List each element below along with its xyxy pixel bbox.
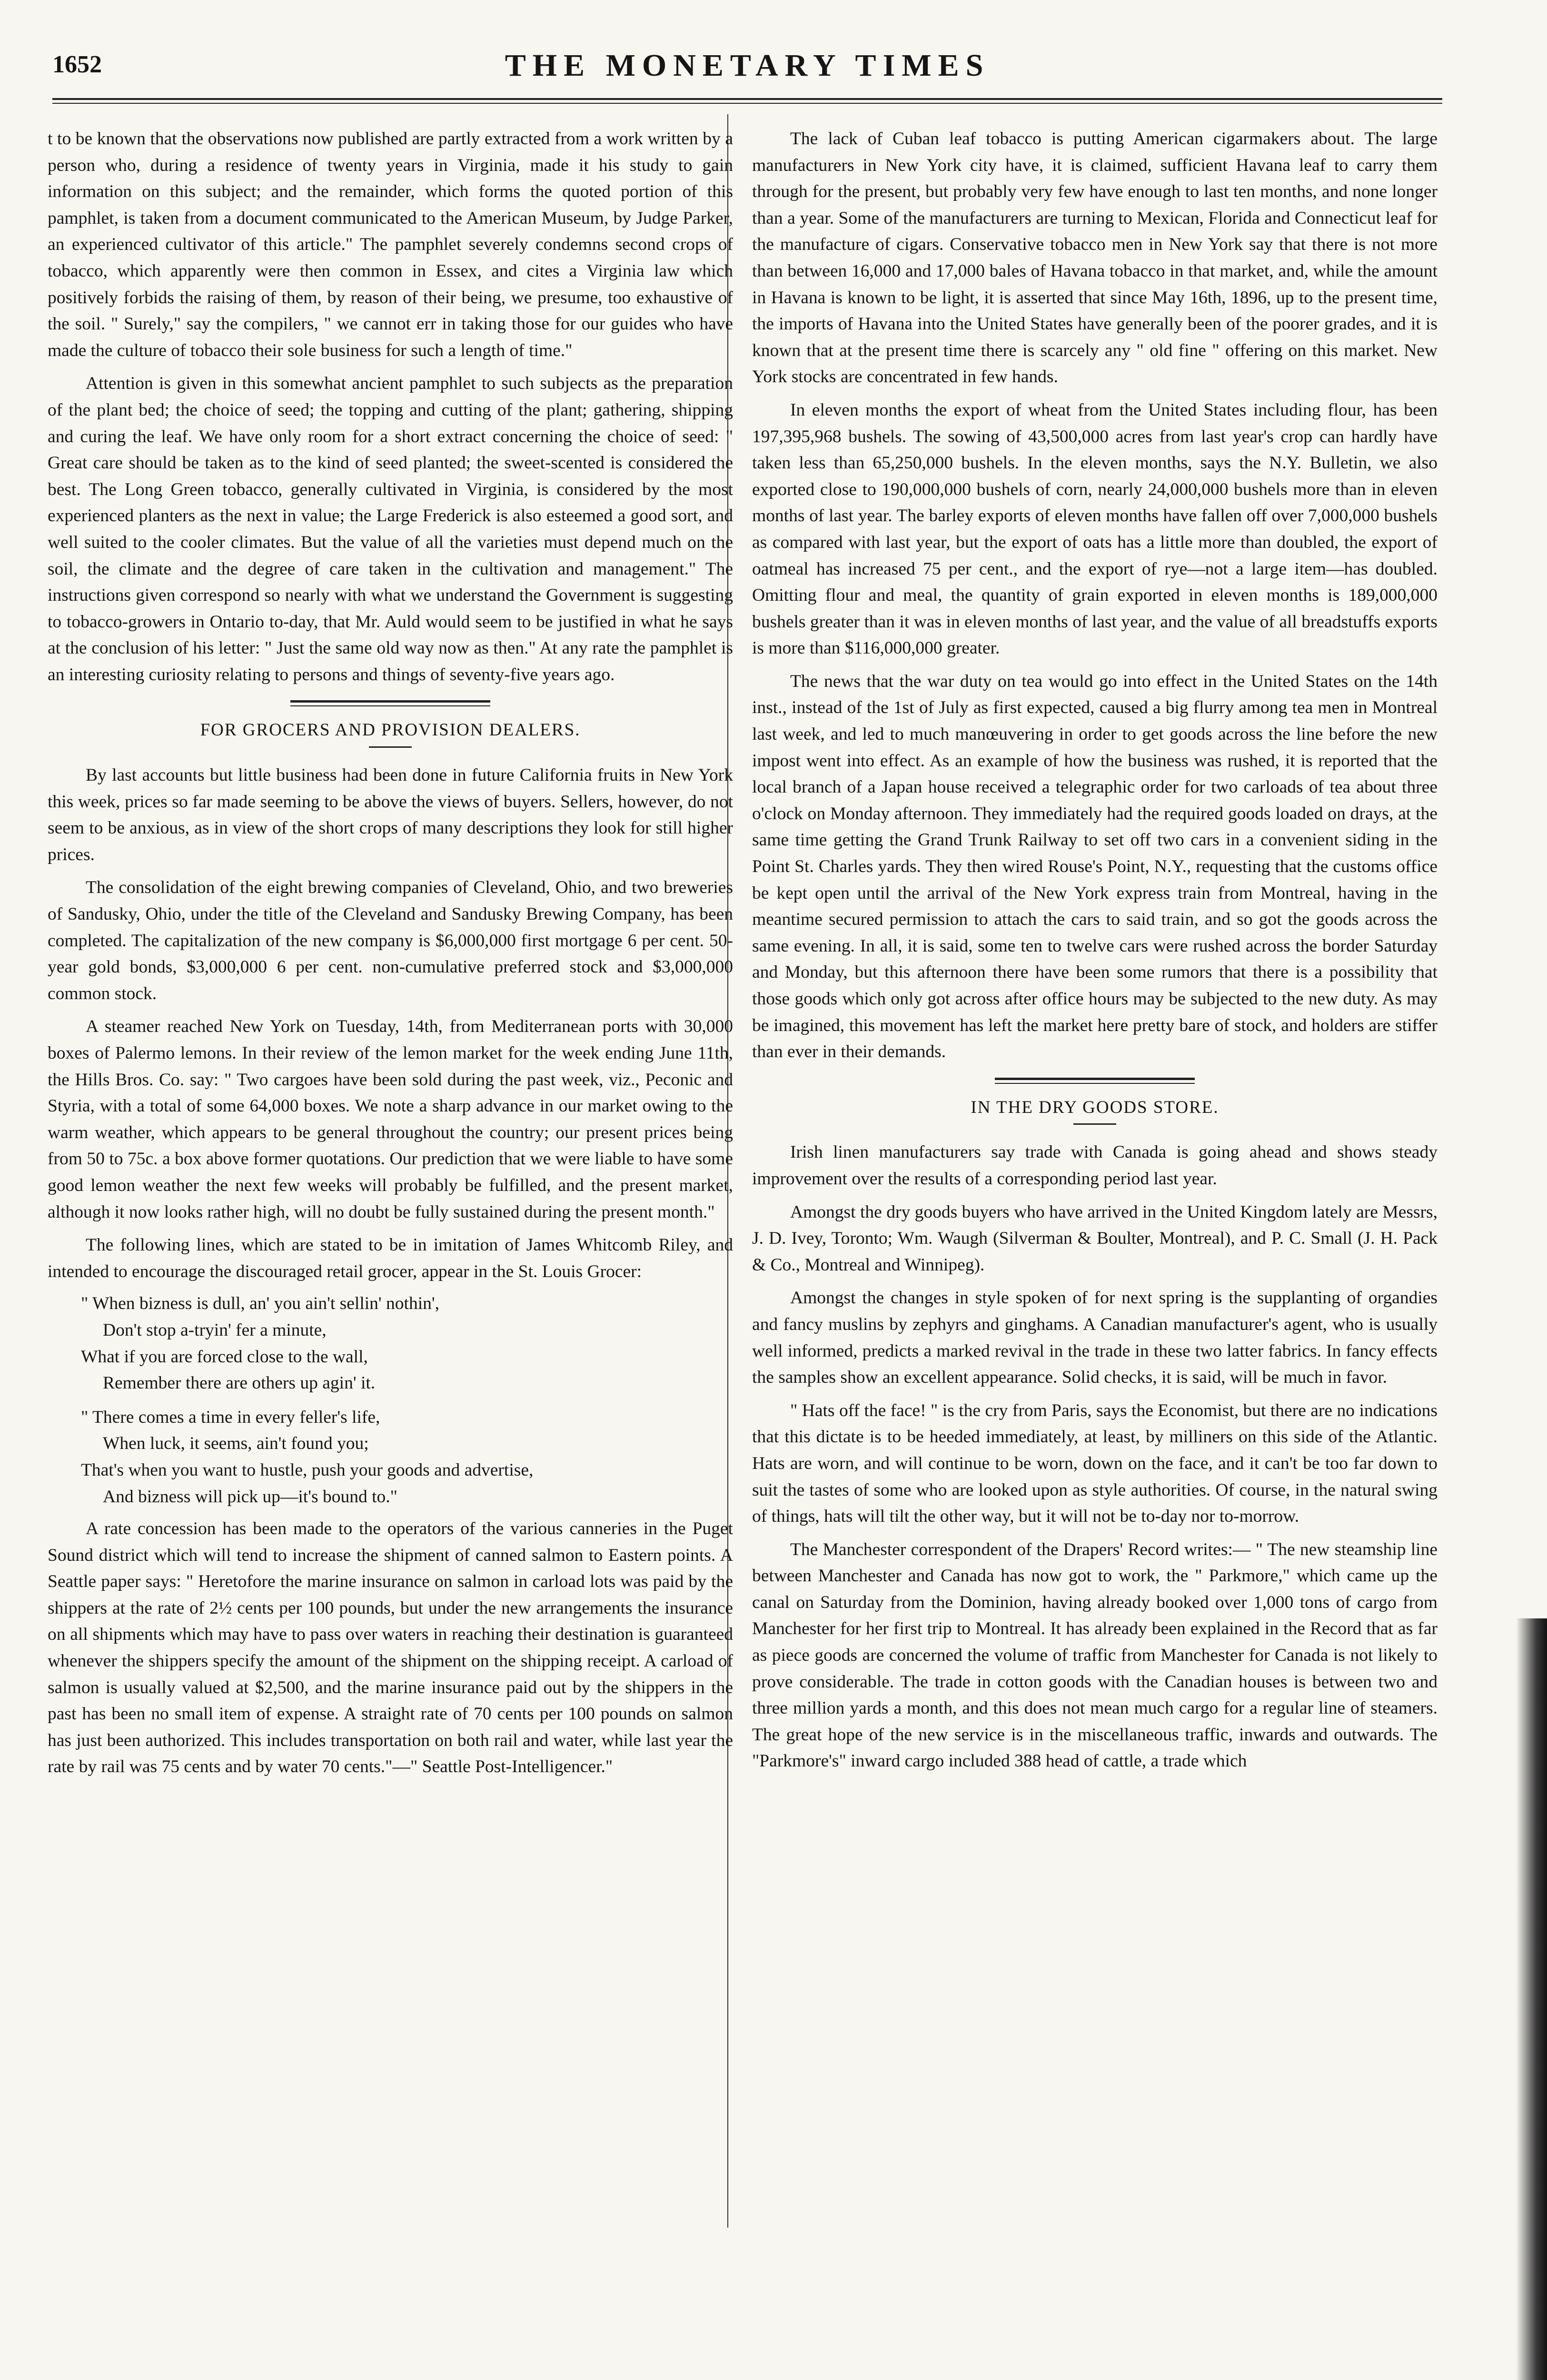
right-column [752,126,1438,1775]
article-paragraph: A rate concession has been made to the operators of the various canneries in the Puget Sound district which will tend to increase the shipment of canned salmon to Eastern points. A Seattle paper says: " Heretofore the marine insurance on salmon in carload lots was paid by the shippers at the rate of 2½ cents per 100 pounds, but under the new arrangements the insurance on all shipments which may have to pass over waters in reaching their destination is guaranteed whenever the shippers specify the amount of the shipment on the shipping receipt. A carload of salmon is usually valued at $2,500, and the marine insurance paid out by the shippers in the past has been no small item of expense. A straight rate of 70 cents per 100 pounds on salmon has just been authorized. This includes transportation on both rail and water, while last year the rate by rail was 75 cents and by water 70 cents."—" Seattle Post-Intelligencer." [48,1519,733,1777]
article-paragraph: By last accounts but little business had been done in future California fruits in New York this week, prices so far made seeming to be above the views of buyers. Sellers, however, do not seem to be anxious, as in view of the short crops of many descriptions they look for still higher prices. [48,765,733,864]
article-paragraph: t to be known that the observations now published are partly extracted from a work written by a person who, during a residence of twenty years in Virginia, made it his study to gain information on this subject; and the remainder, which forms the quoted portion of this pamphlet, is taken from a document communicated to the American Museum, by Judge Parker, an experienced cultivator of this article." The pamphlet severely condemns second crops of tobacco, which apparently were then common in Essex, and cites a Virginia law which positively forbids the raising of them, by reason of their being, we presume, too exhaustive of the soil. " Surely," say the compilers, " we cannot err in taking those for our guides who have made the culture of tobacco their sole business for such a length of time." [48,129,733,360]
article-paragraph: Amongst the changes in style spoken of for next spring is the supplanting of organdies and fancy muslins by zephyrs and ginghams. A Canadian manufacturer's agent, who is usually well informed, predicts a marked revival in the trade in these two latter fabrics. In fancy effects the samples show an excellent appearance. Solid checks, it is said, will be much in favor. [752,1288,1438,1388]
poem-stanza [81,1404,733,1510]
section-rule-thin [290,705,490,706]
article-paragraph: " Hats off the face! " is the cry from Paris, says the Economist, but there are no indications that this dictate is to be heeded immediately, at least, by milliners on this side of the Atlantic. Hats are worn, and will continue to be worn, down on the face, and it can't be too far down to suit the tastes of some who are looked upon as style authorities. Of course, in the natural swing of things, hats will tilt the other way, but it will not be to-day nor to-morrow. [752,1400,1438,1527]
section-underline [369,746,412,748]
article-paragraph: A steamer reached New York on Tuesday, 14th, from Mediterranean ports with 30,000 boxes of Palermo lemons. In their review of the lemon market for the week ending June 11th, the Hills Bros. Co. say: " Two cargoes have been sold during the past week, viz., Peconic and Styria, with a total of some 64,000 boxes. We note a sharp advance in our market owing to the warm weather, which appears to be general throughout the country; our present prices being from 50 to 75c. a box above former quotations. Our prediction that we were liable to have some good lemon weather the next few weeks will probably be fulfilled, and the present market, although it now looks rather high, will no doubt be fully sustained during the present month." [48,1017,733,1222]
article-paragraph: The consolidation of the eight brewing companies of Cleveland, Ohio, and two breweries of Sandusky, Ohio, under the title of the Cleveland and Sandusky Brewing Company, has been completed. The capitalization of the new company is $6,000,000 first mortgage 6 per cent. 50-year gold bonds, $3,000,000 6 per cent. non-cumulative preferred stock and $3,000,000 common stock. [48,878,733,1003]
poem-line: That's when you want to hustle, push your goods and advertise, [81,1460,534,1480]
page-number: 1652 [52,51,102,78]
article-paragraph: The following lines, which are stated to be in imitation of James Whitcomb Riley, and intended to encourage the discouraged retail grocer, appear in the St. Louis Grocer: [48,1235,733,1281]
section-heading: FOR GROCERS AND PROVISION DEALERS. [200,720,581,740]
section-underline [1073,1123,1116,1125]
article-paragraph: Amongst the dry goods buyers who have arrived in the United Kingdom lately are Messrs, J. D. Ivey, Toronto; Wm. Waugh (Silverman & Boulter, Montreal), and P. C. Small (J. H. Pack & Co., Montreal and Winnipeg). [752,1202,1438,1275]
poem-line: Don't stop a-tryin' fer a minute, [103,1320,327,1340]
left-column [48,126,733,1780]
section-rule-thin [995,1083,1195,1084]
page-header [52,44,1442,96]
poem-line: What if you are forced close to the wall, [81,1347,368,1367]
page-binding-shadow [1516,1618,1547,2380]
article-paragraph: Irish linen manufacturers say trade with Canada is going ahead and shows steady improvement over the results of a corresponding period last year. [752,1142,1438,1189]
poem-line: " When bizness is dull, an' you ain't sellin' nothin', [81,1294,440,1314]
article-paragraph: Attention is given in this somewhat ancient pamphlet to such subjects as the preparation of the plant bed; the choice of seed; the topping and cutting of the plant; gathering, shipping and curing the leaf. We have only room for a short extract concerning the choice of seed: " Great care should be taken as to the kind of seed planted; the sweet-scented is considered the best. The Long Green tobacco, generally cultivated in Virginia, is considered by the most experienced planters as the next in value; the Large Frederick is also esteemed a good sort, and well suited to the cooler climates. But the value of all the varieties must depend much on the soil, the climate and the degree of care taken in the cultivation and management." The instructions given correspond so nearly with what we understand the Government is suggesting to tobacco-growers in Ontario to-day, that Mr. Auld would seem to be justified in what he says at the conclusion of his letter: " Just the same old way now as then." At any rate the pamphlet is an interesting curiosity relating to persons and things of seventy-five years ago. [48,374,733,684]
poem-line: And bizness will pick up—it's bound to." [103,1487,397,1507]
header-rule-thin [52,103,1442,104]
poem [81,1290,733,1510]
header-rule [52,98,1442,100]
section-rule [290,700,490,703]
article-paragraph: The Manchester correspondent of the Drapers' Record writes:— " The new steamship line between Manchester and Canada has now got to work, the " Parkmore," which came up the canal on Saturday from the Dominion, having already booked over 1,000 tons of cargo from Manchester for her first trip to Montreal. It has already been explained in the Record that as far as piece goods are concerned the volume of traffic from Manchester for Canada is not likely to prove considerable. The trade in cotton goods with the Canadian houses is between two and three million yards a month, and this does not mean much cargo for a regular line of steamers. The great hope of the new service is in the miscellaneous traffic, inwards and outwards. The "Parkmore's" inward cargo included 388 head of cattle, a trade which [752,1539,1438,1771]
poem-line: " There comes a time in every feller's life, [81,1407,380,1427]
article-paragraph: The lack of Cuban leaf tobacco is putting American cigarmakers about. The large manufacturers in New York city have, it is claimed, sufficient Havana leaf to carry them through for the present, but probably very few have enough to last ten months, and none longer than a year. Some of the manufacturers are turning to Mexican, Florida and Connecticut leaf for the manufacture of cigars. Conservative tobacco men in New York say that there is not more than between 16,000 and 17,000 bales of Havana tobacco in that market, and, while the amount in Havana is known to be light, it is asserted that since May 16th, 1896, up to the present time, the imports of Havana into the United States have generally been of the poorer grades, and it is known that at the present time there is scarcely any " old fine " offering on this market. New York stocks are concentrated in few hands. [752,129,1438,387]
poem-line: Remember there are others up agin' it. [103,1373,376,1393]
section-heading: IN THE DRY GOODS STORE. [971,1097,1219,1117]
poem-stanza [81,1290,733,1396]
section-rule [995,1078,1195,1080]
poem-line: When luck, it seems, ain't found you; [103,1434,369,1454]
article-paragraph: The news that the war duty on tea would go into effect in the United States on the 14th inst., instead of the 1st of July as first expected, caused a big flurry among tea men in Montreal last week, and led to much manœuvering in order to get goods across the line before the new impost went into effect. As an example of how the business was rushed, it is reported that the local branch of a Japan house received a telegraphic order for two carloads of tea about three o'clock on Monday afternoon. They immediately had the required goods loaded on drays, at the same time getting the Grand Trunk Railway to set off two cars in a convenient siding in the Point St. Charles yards. They then wired Rouse's Point, N.Y., requesting that the customs office be kept open until the arrival of the New York express train from Montreal, having in the meantime secured permission to attach the cars to said train, and so got the goods across the same evening. In all, it is said, some ten to twelve cars were rushed across the border Saturday and Monday, but this afternoon there have been some rumors that there is a possibility that those goods which only got across after office hours may be subjected to the new duty. As may be imagined, this movement has left the market here pretty bare of stock, and holders are stiffer than ever in their demands. [752,671,1438,1062]
masthead-title: THE MONETARY TIMES [505,48,990,83]
article-paragraph: In eleven months the export of wheat from the United States including flour, has been 197,395,968 bushels. The sowing of 43,500,000 acres from last year's crop can hardly have taken less than 65,250,000 bushels. In the eleven months, says the N.Y. Bulletin, we also exported close to 190,000,000 bushels of corn, nearly 24,000,000 bushels more than in eleven months of last year. The barley exports of eleven months have fallen off over 7,000,000 bushels as compared with last year, but the export of oats has a little more than doubled, the export of oatmeal has increased 75 per cent., and the export of rye—not a large item—has doubled. Omitting flour and meal, the quantity of grain exported in eleven months is 189,000,000 bushels greater than it was in eleven months of last year, and the value of all breadstuffs exports is more than $116,000,000 greater. [752,400,1438,658]
